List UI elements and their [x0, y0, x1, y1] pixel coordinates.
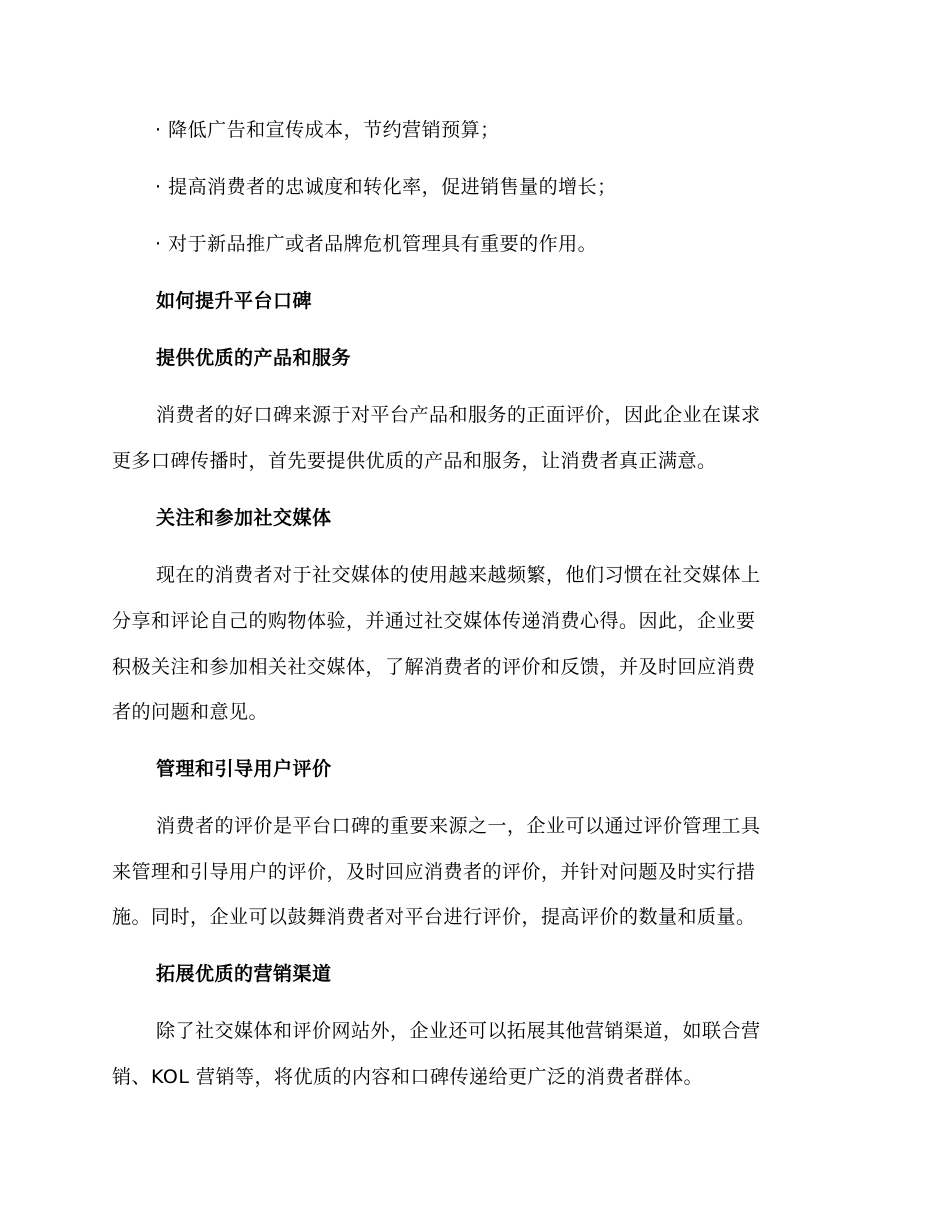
paragraph-line: 除了社交媒体和评价网站外，企业还可以拓展其他营销渠道，如联合营 [156, 1020, 761, 1042]
bullet-item: · 对于新品推广或者品牌危机管理具有重要的作用。 [155, 233, 598, 255]
bullet-item: · 降低广告和宣传成本，节约营销预算； [155, 119, 500, 141]
paragraph-line: 销、KOL 营销等，将优质的内容和口碑传递给更广泛的消费者群体。 [112, 1066, 704, 1088]
paragraph-line: 来管理和引导用户的评价，及时回应消费者的评价，并针对问题及时实行措 [112, 861, 756, 883]
subsection-heading: 提供优质的产品和服务 [156, 347, 352, 369]
paragraph-line: 现在的消费者对于社交媒体的使用越来越频繁，他们习惯在社交媒体上 [156, 564, 761, 586]
subsection-heading: 关注和参加社交媒体 [156, 507, 332, 529]
bullet-item: · 提高消费者的忠诚度和转化率，促进销售量的增长； [155, 176, 617, 198]
section-title: 如何提升平台口碑 [156, 290, 313, 312]
subsection-heading: 拓展优质的营销渠道 [156, 963, 332, 985]
paragraph-line: 者的问题和意见。 [112, 701, 269, 723]
paragraph-line: 消费者的评价是平台口碑的重要来源之一，企业可以通过评价管理工具 [156, 815, 761, 837]
paragraph-line: 消费者的好口碑来源于对平台产品和服务的正面评价，因此企业在谋求 [156, 404, 761, 426]
paragraph-line: 分享和评论自己的购物体验，并通过社交媒体传递消费心得。因此，企业要 [112, 610, 756, 632]
paragraph-line: 施。同时，企业可以鼓舞消费者对平台进行评价，提高评价的数量和质量。 [112, 906, 756, 928]
paragraph-line: 更多口碑传播时，首先要提供优质的产品和服务，让消费者真正满意。 [112, 450, 717, 472]
subsection-heading: 管理和引导用户评价 [156, 758, 332, 780]
paragraph-line: 积极关注和参加相关社交媒体，了解消费者的评价和反馈，并及时回应消费 [112, 656, 756, 678]
